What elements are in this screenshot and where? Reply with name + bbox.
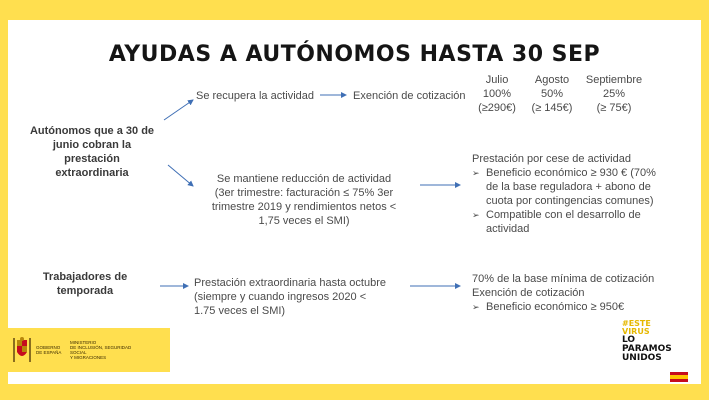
result-base-minima: 70% de la base mínima de cotización Exención de cotización ➢ Beneficio económico ≥ 950€: [472, 272, 682, 314]
result-exencion-cotizacion: Exención de cotización: [353, 90, 466, 102]
bullet-arrow-icon: ➢: [472, 210, 480, 220]
condition-mantiene-reduccion: Se mantiene reducción de actividad (3er trimestre: facturación ≤ 75% 3er trimestre 2019 y rendimientos netos < 1,75 veces el SMI): [211, 173, 397, 227]
spain-flag-icon: [670, 372, 688, 382]
campaign-logo: #ESTE VIRUS LO PARAMOS UNIDOS: [622, 319, 672, 363]
bullet-arrow-icon: ➢: [472, 168, 480, 178]
bullet-beneficio-950: ➢ Beneficio económico ≥ 950€: [472, 301, 625, 313]
result-prestacion-cese-title: Prestación por cese de actividad: [472, 153, 631, 165]
month-agosto: Agosto 50% (≥ 145€): [531, 74, 573, 114]
slide-title: AYUDAS A AUTÓNOMOS HASTA 30 SEP: [108, 42, 601, 67]
arrow-to-recupera: [164, 100, 193, 120]
condition-prestacion-octubre: Prestación extraordinaria hasta octubre (siempre y cuando ingresos 2020 < 1.75 veces el SMI): [194, 277, 386, 317]
arrow-to-mantiene: [168, 165, 193, 186]
bullet-compatible-actividad: ➢ Compatible con el desarrollo de actividad: [472, 209, 641, 235]
gobierno-text: GOBIERNO DE ESPAÑA: [36, 345, 62, 355]
bullet-arrow-icon: ➢: [472, 302, 480, 312]
coat-of-arms-icon: [12, 336, 32, 364]
gobierno-logo: [8, 328, 170, 372]
month-septiembre: Septiembre 25% (≥ 75€): [585, 74, 643, 114]
result-prestacion-cese: [472, 152, 672, 236]
label-trabajadores-temporada: Trabajadores de temporada: [42, 271, 128, 297]
condition-recupera-actividad: Se recupera la actividad: [196, 90, 315, 102]
month-julio: Julio 100% (≥290€): [478, 74, 516, 114]
label-autonomos: Autónomos que a 30 de junio cobran la prestación extraordinaria: [29, 125, 155, 179]
ministerio-text: MINISTERIO DE INCLUSIÓN, SEGURIDAD SOCIAL Y MIGRACIONES: [70, 340, 132, 360]
bullet-beneficio-930: ➢ Beneficio económico ≥ 930 € (70% de la base reguladora + abono de cuota por contingencias comunes): [472, 167, 656, 207]
